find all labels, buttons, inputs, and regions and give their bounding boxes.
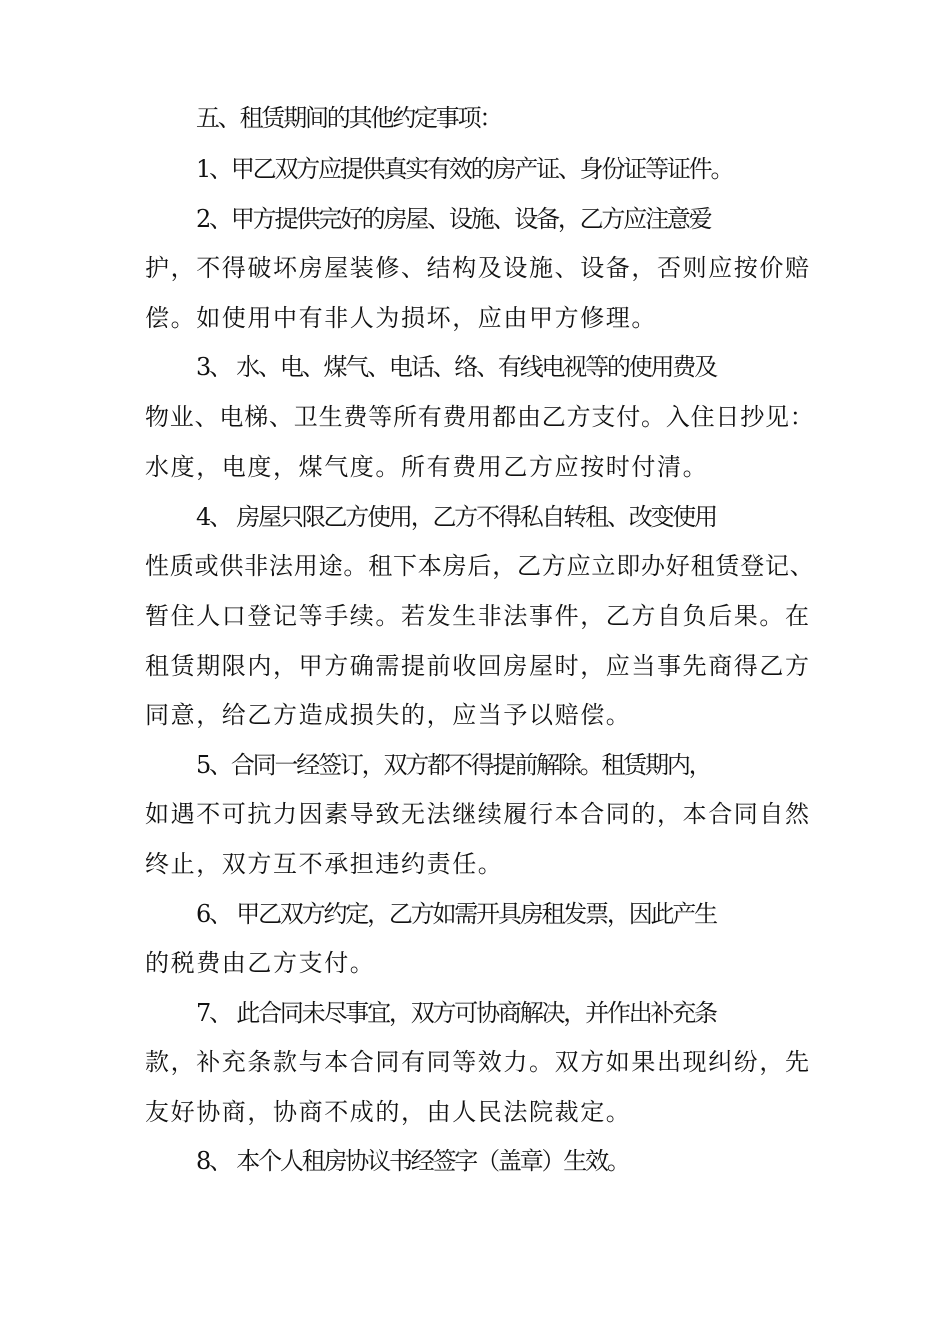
clause-3-line-3: 水度，电度，煤气度。所有费用乙方应按时付清。 (145, 453, 709, 481)
clause-1-line-1: 1、甲乙双方应提供真实有效的房产证、身份证等证件。 (196, 155, 733, 183)
clause-4-line-4: 租赁期限内，甲方确需提前收回房屋时，应当事先商得乙方 (145, 652, 811, 680)
clause-7-line-1: 7、 此合同未尽事宜，双方可协商解决，并作出补充条 (196, 999, 716, 1027)
clause-4-line-2: 性质或供非法用途。租下本房后，乙方应立即办好租赁登记、 (145, 552, 815, 580)
clause-7-line-2: 款，补充条款与本合同有同等效力。双方如果出现纠纷，先 (145, 1048, 811, 1076)
clause-6-line-2: 的税费由乙方支付。 (145, 949, 376, 977)
clause-4-line-1: 4、 房屋只限乙方使用，乙方不得私自转租、改变使用 (196, 503, 716, 531)
clause-8-line-1: 8、 本个人租房协议书经签字（盖章）生效。 (196, 1147, 629, 1175)
clause-4-line-5: 同意，给乙方造成损失的，应当予以赔偿。 (145, 701, 632, 729)
clause-7-line-3: 友好协商，协商不成的，由人民法院裁定。 (145, 1098, 632, 1126)
clause-5-line-1: 5、合同一经签订，双方都不得提前解除。租赁期内， (196, 751, 711, 779)
clause-4-line-3: 暂住人口登记等手续。若发生非法事件，乙方自负后果。在 (145, 602, 811, 630)
clause-5-line-2: 如遇不可抗力因素导致无法继续履行本合同的，本合同自然 (145, 800, 811, 828)
section-heading: 五、租赁期间的其他约定事项： (196, 104, 502, 132)
clause-3-line-2: 物业、电梯、卫生费等所有费用都由乙方支付。入住日抄见： (145, 403, 815, 431)
clause-5-line-3: 终止，双方互不承担违约责任。 (145, 850, 504, 878)
clause-3-line-1: 3、 水、电、煤气、电话、络、有线电视等的使用费及 (196, 353, 716, 381)
clause-2-line-1: 2、甲方提供完好的房屋、设施、设备，乙方应注意爱 (196, 205, 711, 233)
clause-2-line-3: 偿。如使用中有非人为损坏，应由甲方修理。 (145, 304, 657, 332)
clause-2-line-2: 护，不得破坏房屋装修、结构及设施、设备，否则应按价赔 (145, 254, 811, 282)
clause-6-line-1: 6、 甲乙双方约定，乙方如需开具房租发票，因此产生 (196, 900, 716, 928)
